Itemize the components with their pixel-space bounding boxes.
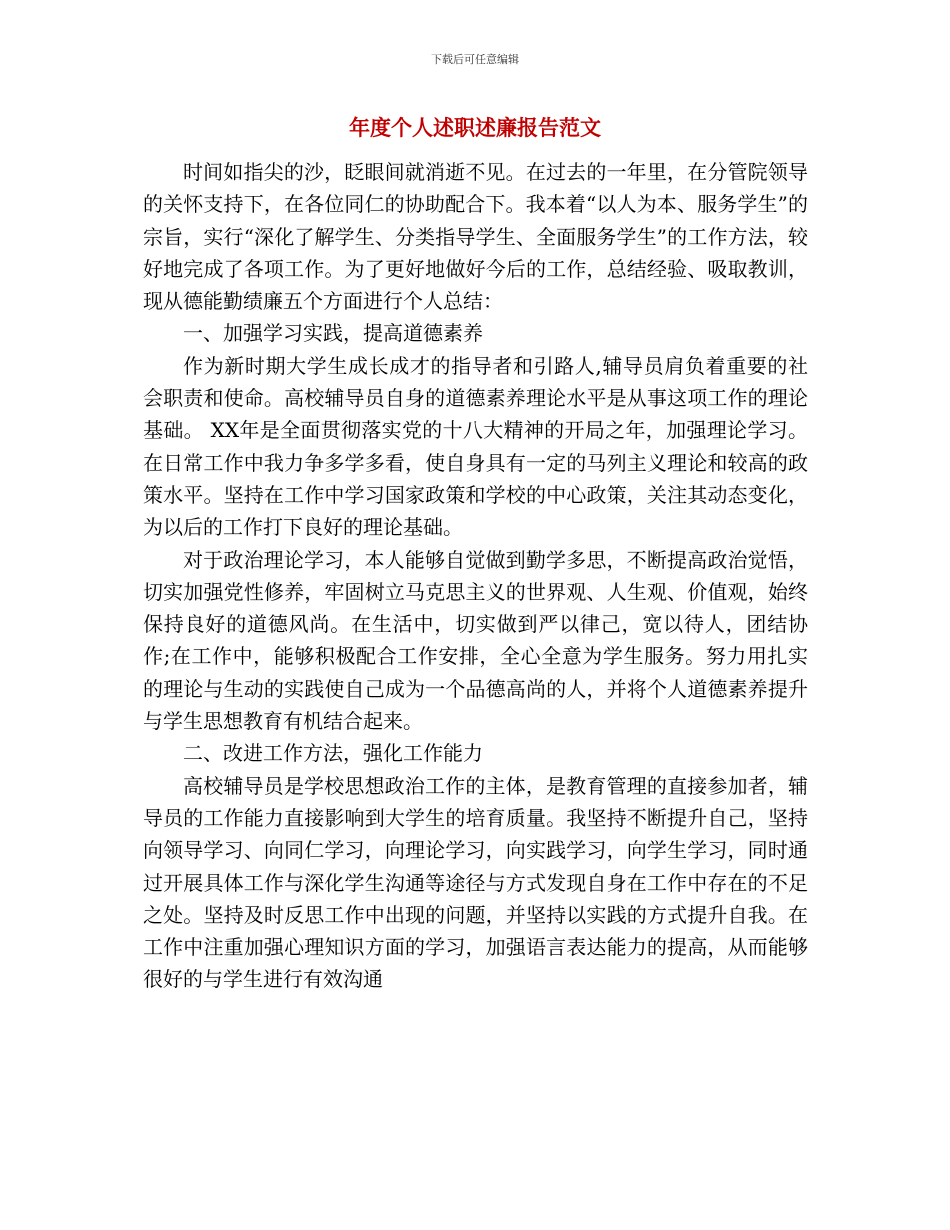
page-header: 下载后可任意编辑 [431,53,519,66]
paragraph-section2-a: 高校辅导员是学校思想政治工作的主体，是教育管理的直接参加者，辅导员的工作能力直接影响到大学生的培育质量。我坚持不断提升自己，坚持向领导学习、向同仁学习，向理论学习，向实践学习，向学生学习，同时通过开展具体工作与深化学生沟通等途径与方式发现自身在工作中存在的不足之处。坚持及时反思工作中出现的问题，并坚持以实践的方式提升自我。在工作中注重加强心理知识方面的学习，加强语言表达能力的提高，从而能够很好的与学生进行有效沟通 [143,773,808,992]
paragraph-intro: 时间如指尖的沙，眨眼间就消逝不见。在过去的一年里，在分管院领导的关怀支持下，在各位同仁的协助配合下。我本着“以人为本、服务学生”的宗旨，实行“深化了解学生、分类指导学生、全面服务学生”的工作方法，较好地完成了各项工作。为了更好地做好今后的工作，总结经验、吸取教训，现从德能勤绩廉五个方面进行个人总结： [143,160,808,314]
paragraph-section1-b: 对于政治理论学习，本人能够自觉做到勤学多思，不断提高政治觉悟，切实加强党性修养，牢固树立马克思主义的世界观、人生观、价值观，始终保持良好的道德风尚。在生活中，切实做到严以律己，宽以待人，团结协作;在工作中，能够积极配合工作安排，全心全意为学生服务。努力用扎实的理论与生动的实践使自己成为一个品德高尚的人，并将个人道德素养提升与学生思想教育有机结合起来。 [143,547,808,734]
document-body [143,156,808,996]
document-title: 年度个人述职述廉报告范文 [349,116,601,140]
section-heading-1: 一、加强学习实践，提高道德素养 [183,321,483,346]
section-heading-2: 二、改进工作方法，强化工作能力 [183,741,483,766]
paragraph-section1-a: 作为新时期大学生成长成才的指导者和引路人,辅导员肩负着重要的社会职责和使命。高校辅导员自身的道德素养理论水平是从事这项工作的理论基础。 XX年是全面贯彻落实党的十八大精神的开局之年，加强理论学习。在日常工作中我力争多学多看，使自身具有一定的马列主义理论和较高的政策水平。坚持在工作中学习国家政策和学校的中心政策，关注其动态变化，为以后的工作打下良好的理论基础。 [143,353,808,540]
